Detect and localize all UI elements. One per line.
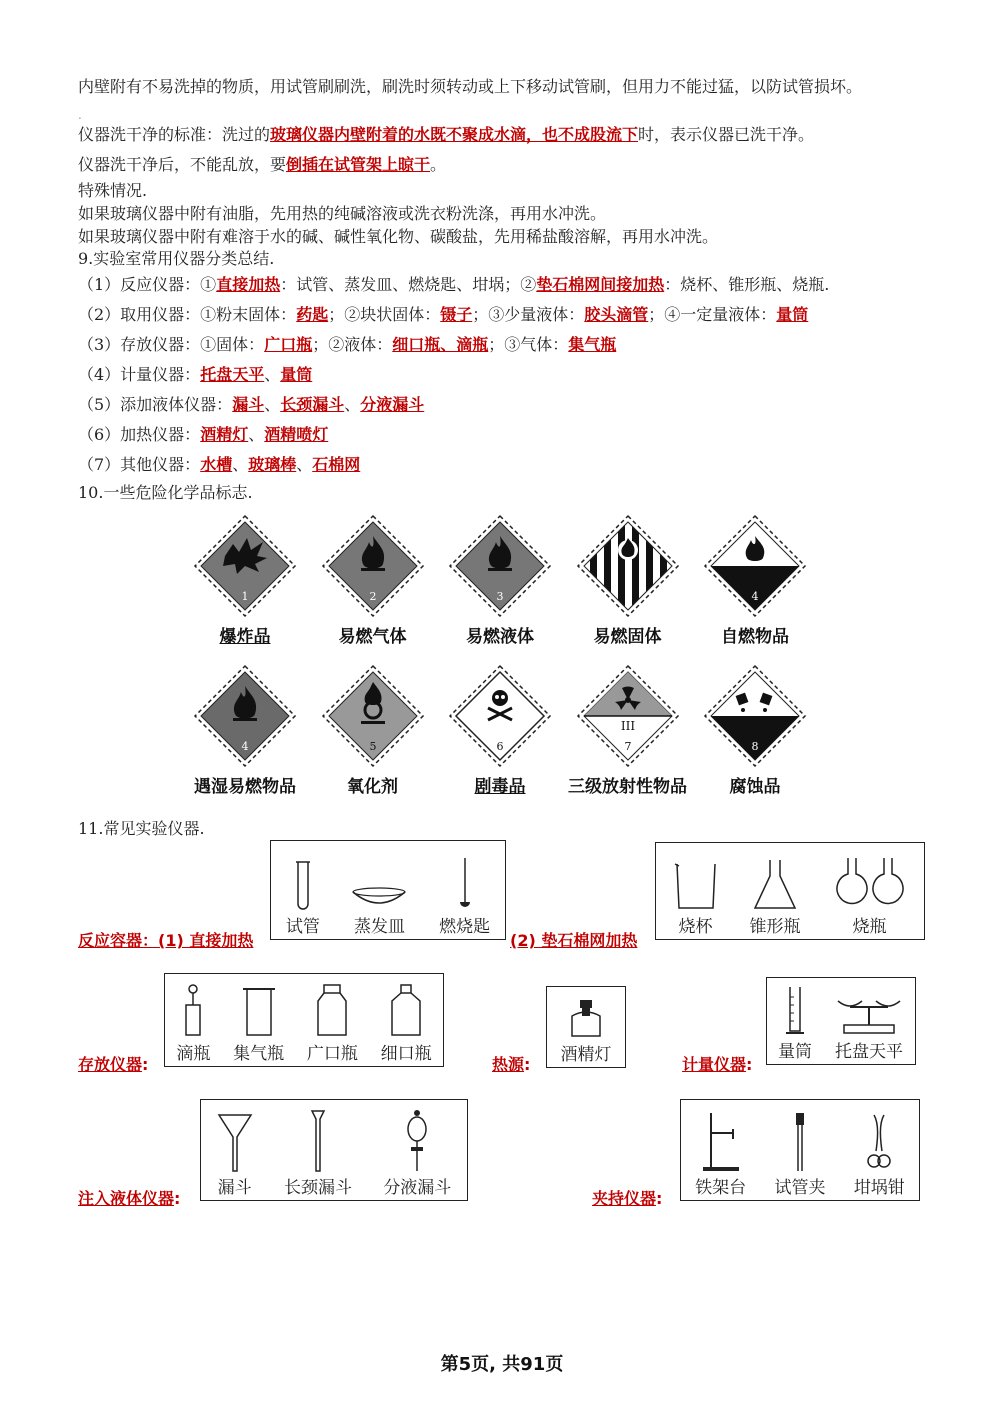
crucible-tongs-icon — [864, 1111, 894, 1173]
alcohol-lamp-icon — [566, 996, 606, 1040]
text-span: （6）加热仪器： — [78, 425, 201, 444]
instrument-box-heat — [546, 986, 626, 1068]
hazard-number: 7 — [624, 740, 631, 753]
paragraph-line: 如果玻璃仪器中附有难溶于水的碱、碱性氧化物、碳酸盐，先用稀盐酸溶解，再用水冲洗。 — [78, 227, 719, 246]
text-span: 、 — [264, 365, 281, 384]
instrument-separatory-funnel — [383, 1109, 451, 1200]
paragraph-line: 如果玻璃仪器中附有油脂，先用热的纯碱溶液或洗衣粉洗涤，再用水冲洗。 — [78, 204, 607, 223]
hazard-label: 腐蚀品 — [729, 777, 781, 797]
text-span: ；③少量液体： — [472, 305, 585, 324]
text-span: 、 — [264, 395, 281, 414]
instrument-beaker — [671, 860, 721, 939]
text-span: ；④一定量液体： — [648, 305, 777, 324]
category-text: : — [524, 1055, 531, 1074]
category-label-storage — [78, 1052, 148, 1075]
instrument-graduated-cylinder — [778, 985, 812, 1064]
text-span: 、 — [344, 395, 361, 414]
classification-row — [78, 304, 808, 326]
paragraph-mark: . — [78, 108, 82, 122]
hazard-number: 8 — [751, 740, 759, 753]
text-span: （4）计量仪器： — [78, 365, 201, 384]
text-span: ；②液体： — [312, 335, 393, 354]
iron-stand-icon — [699, 1111, 743, 1173]
text-span: ：试管、蒸发皿、燃烧匙、坩埚；② — [280, 275, 537, 294]
category-text: (1) 直接加热 — [158, 931, 254, 950]
combustion-spoon-icon — [455, 856, 475, 912]
category-text: : — [656, 1189, 663, 1208]
hazard-sign-corrosive — [700, 664, 810, 797]
instrument-label: 托盘天平 — [835, 1042, 903, 1062]
instrument-box-measure — [766, 977, 916, 1065]
instrument-label: 量筒 — [778, 1042, 812, 1062]
gas-jar-icon — [239, 983, 279, 1039]
key-phrase: 托盘天平 — [200, 365, 265, 384]
key-phrase: 药匙 — [296, 305, 329, 324]
category-text: 反应容器： — [78, 931, 159, 950]
instrument-narrow-mouth-bottle — [381, 983, 432, 1066]
key-phrase: 集气瓶 — [568, 335, 617, 354]
instrument-wide-mouth-bottle — [307, 983, 358, 1066]
key-phrase: 漏斗 — [232, 395, 265, 414]
category-label-heat — [492, 1052, 530, 1075]
instrument-box-indirect-heating — [655, 842, 925, 940]
instrument-label: 燃烧匙 — [439, 917, 491, 937]
hazard-sign-oxidizer — [318, 664, 428, 797]
text-span: ；③气体： — [488, 335, 569, 354]
category-label-reaction — [78, 928, 253, 951]
long-neck-funnel-icon — [306, 1109, 330, 1173]
instrument-label: 细口瓶 — [380, 1044, 432, 1064]
text-span: （1）反应仪器：① — [78, 275, 217, 294]
hazard-label: 剧毒品 — [474, 777, 526, 797]
instrument-box-holding — [680, 1099, 920, 1201]
section-heading: 10.一些危险化学品标志. — [78, 483, 253, 502]
page-footer: 第5页, 共91页 — [440, 1354, 564, 1375]
hazard-number: 5 — [369, 740, 376, 753]
hazard-number: 1 — [241, 590, 249, 603]
text-span: 仪器洗干净的标准：洗过的 — [78, 125, 271, 144]
hazard-label: 易燃气体 — [338, 627, 407, 647]
text-span: 、 — [232, 455, 249, 474]
category-label-indirect — [510, 928, 637, 951]
hazard-sign-flammable-liquid — [445, 514, 555, 647]
graduated-cylinder-icon — [783, 985, 807, 1037]
hazard-label: 三级放射性物品 — [568, 777, 687, 797]
instrument-label: 漏斗 — [217, 1178, 252, 1198]
narrow-mouth-bottle-icon — [386, 983, 426, 1039]
hazard-number: 4 — [241, 740, 249, 753]
instrument-alcohol-lamp — [561, 996, 612, 1067]
key-phrase: 细口瓶、滴瓶 — [392, 335, 489, 354]
category-text: : — [174, 1189, 181, 1208]
hazard-label: 自燃物品 — [721, 627, 789, 647]
key-phrase: 长颈漏斗 — [280, 395, 345, 414]
text-span: （5）添加液体仪器： — [78, 395, 233, 414]
instrument-box-storage — [164, 973, 444, 1067]
category-text: 计量仪器 — [682, 1055, 747, 1074]
category-text: 夹持仪器 — [592, 1189, 657, 1208]
explosion-icon — [193, 514, 297, 618]
instrument-label: 蒸发皿 — [353, 917, 405, 937]
classification-row — [78, 394, 424, 416]
key-phrase: 倒插在试管架上晾干 — [286, 155, 431, 174]
instrument-label: 试管夹 — [774, 1178, 826, 1198]
section-heading: 11.常见实验仪器. — [78, 819, 205, 838]
text-span: ；②块状固体： — [328, 305, 441, 324]
instrument-label: 分液漏斗 — [383, 1178, 452, 1198]
flame-icon — [576, 514, 680, 618]
key-phrase: 石棉网 — [312, 455, 361, 474]
flask-icon — [830, 856, 910, 912]
text-span: （7）其他仪器： — [78, 455, 201, 474]
text-span: 时，表示仪器已洗干净。 — [638, 125, 815, 144]
instrument-funnel — [217, 1111, 253, 1200]
hazard-label: 易燃液体 — [466, 627, 534, 647]
key-phrase: 水槽 — [200, 455, 233, 474]
instrument-label: 坩埚钳 — [853, 1178, 905, 1198]
hazard-number: 4 — [751, 590, 759, 603]
instrument-crucible-tongs — [854, 1111, 905, 1200]
instrument-test-tube — [286, 860, 320, 939]
instrument-balance — [834, 991, 904, 1064]
classification-row — [78, 274, 829, 296]
hazard-row-1 — [190, 514, 810, 647]
instrument-gas-jar — [233, 983, 284, 1066]
instrument-label: 烧杯 — [678, 917, 713, 937]
paragraph-line: 特殊情况. — [78, 181, 148, 200]
category-text: : — [142, 1055, 149, 1074]
instrument-erlenmeyer-flask — [750, 858, 801, 939]
instrument-label: 烧瓶 — [852, 917, 887, 937]
hazard-number: 3 — [496, 590, 504, 603]
instrument-label: 长颈漏斗 — [283, 1178, 352, 1198]
key-phrase: 酒精喷灯 — [264, 425, 329, 444]
flame-over-circle-icon — [321, 664, 425, 768]
test-tube-icon — [293, 860, 313, 912]
key-phrase: 量筒 — [280, 365, 313, 384]
classification-row — [78, 364, 312, 386]
hazard-row-2 — [190, 664, 810, 797]
text-span: ：烧杯、锥形瓶、烧瓶. — [664, 275, 830, 294]
classification-row — [78, 454, 360, 476]
key-phrase: 直接加热 — [216, 275, 281, 294]
key-phrase: 胶头滴管 — [584, 305, 649, 324]
category-text: (2) 垫石棉网加热 — [510, 931, 638, 950]
hazard-number: 2 — [369, 590, 376, 603]
instrument-dropper-bottle — [176, 983, 210, 1066]
instrument-label: 广口瓶 — [306, 1044, 358, 1064]
instrument-label: 酒精灯 — [560, 1045, 612, 1065]
key-phrase: 酒精灯 — [200, 425, 249, 444]
hazard-sign-flammable-solid — [573, 514, 683, 647]
text-span: （2）取用仪器：①粉末固体： — [78, 305, 297, 324]
hazard-label: 遇湿易燃物品 — [194, 777, 296, 797]
paragraph-line — [78, 124, 814, 146]
corrosion-icon — [703, 664, 807, 768]
hazard-sign-radioactive — [568, 664, 687, 797]
key-phrase: 玻璃棒 — [248, 455, 297, 474]
hazard-label: 爆炸品 — [219, 627, 271, 647]
hazard-sign-toxic — [445, 664, 555, 797]
text-span: 、 — [248, 425, 265, 444]
flame-icon — [321, 514, 425, 618]
instrument-box-liquid — [200, 1099, 468, 1201]
beaker-icon — [671, 860, 721, 912]
instrument-label: 集气瓶 — [233, 1044, 285, 1064]
category-text: 存放仪器 — [78, 1055, 143, 1074]
instrument-flask — [830, 856, 910, 939]
instrument-label: 铁架台 — [695, 1178, 747, 1198]
classification-row — [78, 424, 328, 446]
test-tube-clamp-icon — [790, 1111, 810, 1173]
instrument-iron-stand — [695, 1111, 746, 1200]
instrument-label: 锥形瓶 — [749, 917, 801, 937]
funnel-icon — [217, 1111, 253, 1173]
instrument-label: 试管 — [285, 917, 320, 937]
category-label-hold — [592, 1186, 662, 1209]
category-label-measure — [682, 1052, 752, 1075]
text-span: 仪器洗干净后，不能乱放，要 — [78, 155, 287, 174]
category-text: 热源 — [492, 1055, 525, 1074]
instrument-box-direct-heating — [270, 840, 506, 940]
dropper-bottle-icon — [178, 983, 208, 1039]
hazard-sign-dangerous-when-wet — [190, 664, 300, 797]
hazard-sign-explosive — [190, 514, 300, 647]
classification-row — [78, 334, 616, 356]
flame-icon — [703, 514, 807, 618]
hazard-number: 6 — [496, 740, 504, 753]
hazard-label: 易燃固体 — [593, 627, 662, 647]
wide-mouth-bottle-icon — [312, 983, 352, 1039]
hazard-sign-spontaneous-combustion — [700, 514, 810, 647]
instrument-evaporating-dish — [349, 882, 409, 939]
instrument-test-tube-clamp — [774, 1111, 825, 1200]
paragraph-line: 内壁附有不易洗掉的物质，用试管刷刷洗，刷洗时须转动或上下移动试管刷，但用力不能过猛，以防试管损坏。 — [78, 77, 863, 96]
text-span: （3）存放仪器：①固体： — [78, 335, 265, 354]
hazard-label: 氧化剂 — [347, 777, 398, 797]
text-span: 。 — [430, 155, 447, 174]
key-phrase: 量筒 — [776, 305, 809, 324]
flame-icon — [448, 514, 552, 618]
category-text: : — [746, 1055, 753, 1074]
flame-icon — [193, 664, 297, 768]
key-phrase: 广口瓶 — [264, 335, 313, 354]
key-phrase: 分液漏斗 — [360, 395, 425, 414]
separatory-funnel-icon — [402, 1109, 432, 1173]
radiation-icon — [576, 664, 680, 768]
instrument-combustion-spoon — [439, 856, 490, 939]
balance-icon — [834, 991, 904, 1037]
key-phrase: 垫石棉网间接加热 — [536, 275, 665, 294]
text-span: 、 — [296, 455, 313, 474]
section-heading: 9.实验室常用仪器分类总结. — [78, 249, 275, 268]
paragraph-line — [78, 154, 446, 176]
key-phrase: 玻璃仪器内壁附着的水既不聚成水滴，也不成股流下 — [270, 125, 639, 144]
category-label-liquid — [78, 1186, 180, 1209]
skull-icon — [448, 664, 552, 768]
key-phrase: 镊子 — [440, 305, 473, 324]
svg-text:III: III — [620, 719, 635, 733]
category-text: 注入液体仪器 — [78, 1189, 175, 1208]
evaporating-dish-icon — [349, 882, 409, 912]
instrument-long-neck-funnel — [284, 1109, 352, 1200]
erlenmeyer-flask-icon — [751, 858, 799, 912]
hazard-sign-flammable-gas — [318, 514, 428, 647]
instrument-label: 滴瓶 — [176, 1044, 211, 1064]
